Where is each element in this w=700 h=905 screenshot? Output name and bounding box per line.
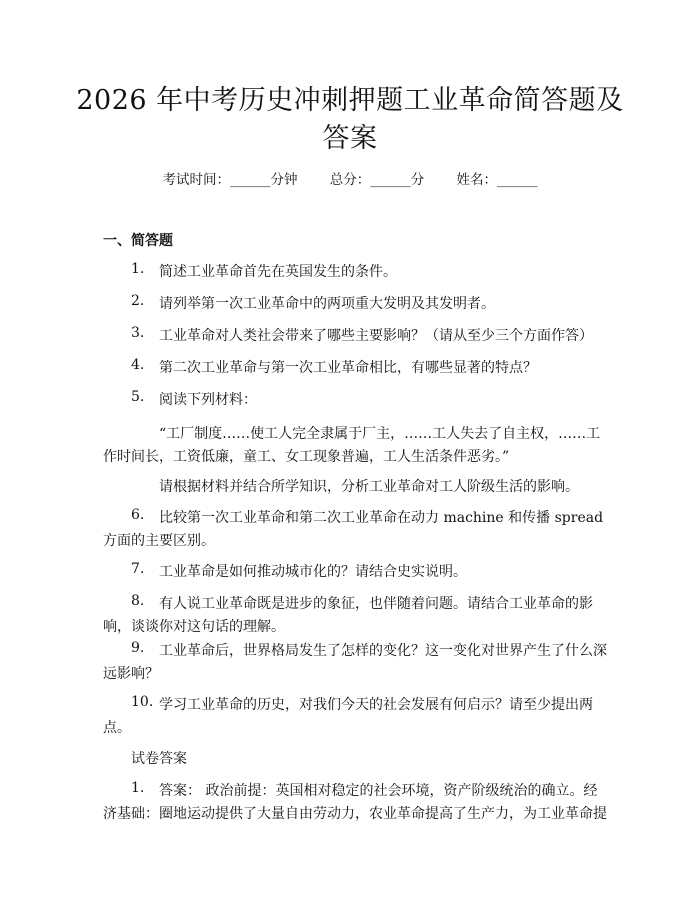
- page-title: [60, 82, 640, 158]
- question-text-cont: 方面的主要区别。: [103, 533, 215, 549]
- material-quote-line: 作时间长，工资低廉，童工、女工现象普遍，工人生活条件恶劣。”: [103, 449, 510, 465]
- question-number: 3.: [131, 325, 145, 341]
- question-text: 阅读下列材料：: [159, 392, 257, 408]
- title-line-1: 2026 年中考历史冲刺押题工业革命简答题及: [76, 85, 624, 116]
- question-text: 有人说工业革命既是进步的象征，也伴随着问题。请结合工业革命的影: [159, 596, 593, 612]
- title-line-2: 答案: [322, 123, 378, 154]
- question-text: 工业革命后，世界格局发生了怎样的变化？这一变化对世界产生了什么深: [159, 643, 607, 659]
- question-text: 工业革命是如何推动城市化的？请结合史实说明。: [159, 564, 467, 580]
- answer-text: 答案： 政治前提：英国相对稳定的社会环境，资产阶级统治的确立。经: [159, 783, 598, 799]
- question-text: 简述工业革命首先在英国发生的条件。: [159, 264, 397, 280]
- question-text-cont: 远影响？: [103, 666, 159, 682]
- material-quote-line: “工厂制度……使工人完全隶属于厂主，……工人失去了自主权，……工: [159, 426, 601, 442]
- question-number: 4.: [131, 357, 145, 373]
- question-text-cont: 响，谈谈你对这句话的理解。: [103, 619, 285, 635]
- answer-number: 1.: [131, 780, 145, 796]
- question-text: 请列举第一次工业革命中的两项重大发明及其发明者。: [159, 296, 495, 312]
- question-number: 1.: [131, 261, 145, 277]
- name-label: 姓名：______: [456, 172, 538, 188]
- exam-meta: [0, 168, 700, 188]
- question-text: 工业革命对人类社会带来了哪些主要影响？（请从至少三个方面作答）: [159, 328, 593, 344]
- section-heading: 一、简答题: [103, 233, 173, 249]
- total-score-label: 总分：______分: [329, 172, 425, 188]
- question-number: 5.: [131, 389, 145, 405]
- question-number: 9.: [131, 640, 145, 656]
- exam-time-label: 考试时间：______分钟: [162, 172, 298, 188]
- question-text: 学习工业革命的历史，对我们今天的社会发展有何启示？请至少提出两: [159, 697, 593, 713]
- question-number: 6.: [131, 507, 145, 523]
- question-number: 10.: [131, 694, 154, 710]
- question-text-cont: 点。: [103, 720, 131, 736]
- question-text: 第二次工业革命与第一次工业革命相比，有哪些显著的特点？: [159, 360, 537, 376]
- material-question: 请根据材料并结合所学知识，分析工业革命对工人阶级生活的影响。: [159, 479, 579, 495]
- question-number: 2.: [131, 293, 145, 309]
- question-number: 8.: [131, 593, 145, 609]
- answers-heading: 试卷答案: [131, 751, 187, 767]
- question-text: 比较第一次工业革命和第二次工业革命在动力 machine 和传播 spread: [159, 510, 604, 526]
- answer-text-cont: 济基础：圈地运动提供了大量自由劳动力，农业革命提高了生产力，为工业革命提: [103, 806, 607, 822]
- question-number: 7.: [131, 561, 145, 577]
